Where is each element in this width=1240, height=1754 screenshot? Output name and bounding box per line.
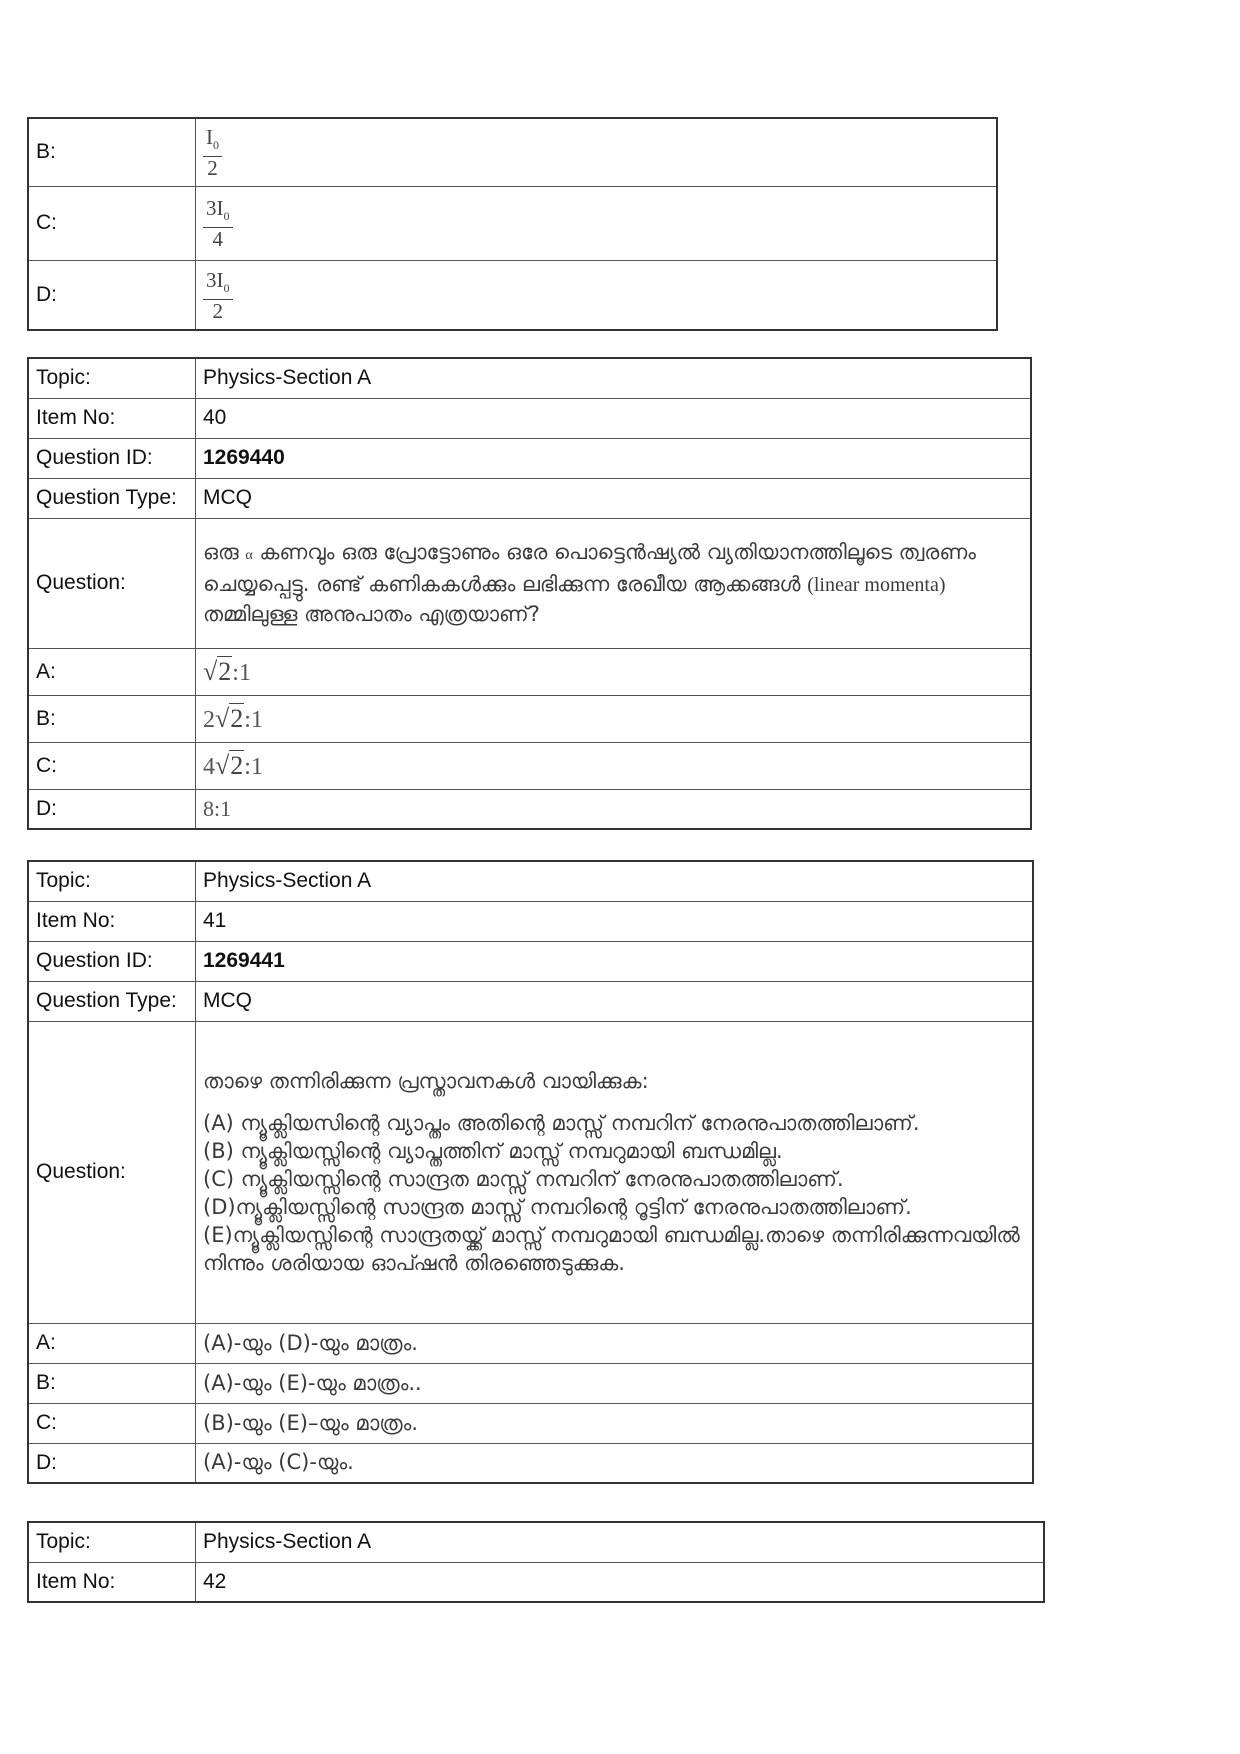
question-id-label: Question ID: [28, 438, 196, 478]
statement-d: (D)ന്യൂക്ലിയസ്സിന്റെ സാന്ദ്രത മാസ്സ് നമ്പറിന്റെ റൂട്ടിന് നേരനുപാതത്തിലാണ്. [203, 1195, 912, 1219]
question-table-40 [27, 357, 1032, 830]
question-row [28, 1021, 1033, 1323]
option-row-d [28, 789, 1031, 829]
question-type-row [28, 981, 1033, 1021]
option-label: A: [28, 648, 196, 695]
question-text: ഒരു α കണവും ഒരു പ്രോട്ടോണും ഒരേ പൊട്ടെൻഷ്യൽ വ്യതിയാനത്തിലൂടെ ത്വരണം ചെയ്യപ്പെട്ടു. രണ്ട് കണികകൾക്കും ലഭിക്കുന്ന രേഖീയ ആക്കങ്ങൾ (linear momenta) തമ്മിലുള്ള അനുപാതം എത്രയാണ്? [196, 518, 1032, 648]
option-label: B: [28, 1363, 196, 1403]
option-row-b [28, 118, 997, 186]
topic-label: Topic: [28, 358, 196, 398]
option-label: C: [28, 1403, 196, 1443]
option-value: 2√2:1 [196, 695, 1032, 742]
question-type-value: MCQ [196, 981, 1034, 1021]
option-label: B: [28, 118, 196, 186]
statement-c: (C) ന്യൂക്ലിയസ്സിന്റെ സാന്ദ്രത മാസ്സ് നമ്പറിന് നേരനുപാതത്തിലാണ്. [203, 1167, 844, 1191]
option-row-d [28, 1443, 1033, 1483]
question-table-42 [27, 1521, 1045, 1603]
item-no-row [28, 398, 1031, 438]
fraction: $\frac{I_0}{2}$ [203, 126, 222, 179]
option-row-b [28, 695, 1031, 742]
option-value: (A)-യും (D)-യും മാത്രം. [196, 1323, 1034, 1363]
option-row-a [28, 1323, 1033, 1363]
fraction: $\frac{3I_0}{2}$ [203, 269, 233, 322]
option-label: B: [28, 695, 196, 742]
topic-row [28, 358, 1031, 398]
item-no-label: Item No: [28, 1562, 196, 1602]
option-label: A: [28, 1323, 196, 1363]
option-value: (A)-യും (E)-യും മാത്രം.. [196, 1363, 1034, 1403]
question-intro: താഴെ തന്നിരിക്കുന്ന പ്രസ്താവനകൾ വായിക്കുക: [203, 1069, 649, 1093]
question-id-value: 1269440 [196, 438, 1032, 478]
item-no-label: Item No: [28, 901, 196, 941]
item-no-row [28, 901, 1033, 941]
option-row-c [28, 186, 997, 260]
question-type-value: MCQ [196, 478, 1032, 518]
question-label: Question: [28, 1021, 196, 1323]
option-value: (A)-യും (C)-യും. [196, 1443, 1034, 1483]
question-type-row [28, 478, 1031, 518]
topic-row [28, 1522, 1044, 1562]
option-row-c [28, 1403, 1033, 1443]
fraction: $\frac{3I_0}{4}$ [203, 197, 233, 250]
topic-value: Physics-Section A [196, 1522, 1045, 1562]
question-id-row [28, 438, 1031, 478]
question-text [196, 1021, 1034, 1323]
option-label: D: [28, 789, 196, 829]
topic-value: Physics-Section A [196, 358, 1032, 398]
option-value [196, 118, 998, 186]
option-value [196, 186, 998, 260]
item-no-value: 42 [196, 1562, 1045, 1602]
item-no-value: 40 [196, 398, 1032, 438]
item-no-row [28, 1562, 1044, 1602]
question-id-label: Question ID: [28, 941, 196, 981]
option-row-a [28, 648, 1031, 695]
option-label: D: [28, 260, 196, 330]
option-row-d [28, 260, 997, 330]
option-value [196, 260, 998, 330]
topic-value: Physics-Section A [196, 861, 1034, 901]
question-row [28, 518, 1031, 648]
option-value: √2:1 [196, 648, 1032, 695]
item-no-value: 41 [196, 901, 1034, 941]
statement-e: (E)ന്യൂക്ലിയസ്സിന്റെ സാന്ദ്രതയ്ക്ക് മാസ്സ് നമ്പറുമായി ബന്ധമില്ല.താഴെ തന്നിരിക്കുന്നവയിൽ നിന്നും ശരിയായ ഓപ്ഷൻ തിരഞ്ഞെടുക്കുക. [203, 1223, 1020, 1275]
question-table-41 [27, 860, 1034, 1484]
question-label: Question: [28, 518, 196, 648]
topic-row [28, 861, 1033, 901]
option-label: C: [28, 742, 196, 789]
statement-a: (A) ന്യൂക്ലിയസിന്റെ വ്യാപ്തം അതിന്റെ മാസ്സ് നമ്പറിന് നേരനുപാതത്തിലാണ്. [203, 1111, 920, 1135]
topic-label: Topic: [28, 861, 196, 901]
statement-b: (B) ന്യൂക്ലിയസ്സിന്റെ വ്യാപ്തത്തിന് മാസ്സ് നമ്പറുമായി ബന്ധമില്ല. [203, 1139, 783, 1163]
question-table-partial [27, 117, 998, 331]
topic-label: Topic: [28, 1522, 196, 1562]
option-label: D: [28, 1443, 196, 1483]
option-value: 8:1 [196, 789, 1032, 829]
option-value: (B)-യും (E)–യും മാത്രം. [196, 1403, 1034, 1443]
option-value: 4√2:1 [196, 742, 1032, 789]
option-label: C: [28, 186, 196, 260]
question-type-label: Question Type: [28, 981, 196, 1021]
question-id-value: 1269441 [196, 941, 1034, 981]
question-type-label: Question Type: [28, 478, 196, 518]
option-row-c [28, 742, 1031, 789]
item-no-label: Item No: [28, 398, 196, 438]
question-id-row [28, 941, 1033, 981]
option-row-b [28, 1363, 1033, 1403]
